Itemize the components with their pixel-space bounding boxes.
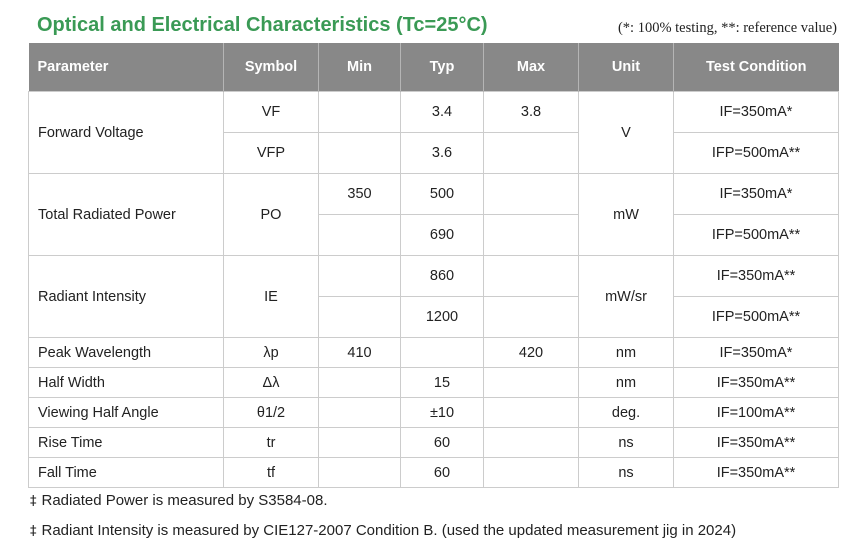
condition-cell: IF=100mA** xyxy=(674,398,839,428)
page-title: Optical and Electrical Characteristics (Tc=25°C) xyxy=(37,14,488,36)
header-min: Min xyxy=(319,43,401,92)
footnote-text: Radiated Power is measured by S3584-08. xyxy=(41,492,328,509)
double-dagger-icon: ‡ xyxy=(30,494,37,509)
condition-cell: IF=350mA** xyxy=(674,428,839,458)
header-row xyxy=(29,43,839,92)
typ-cell: 690 xyxy=(401,215,484,256)
min-cell xyxy=(319,368,401,398)
max-cell: 420 xyxy=(484,338,579,368)
symbol-cell: θ1/2 xyxy=(224,398,319,428)
unit-cell: V xyxy=(579,92,674,174)
typ-cell xyxy=(401,338,484,368)
symbol-cell: tf xyxy=(224,458,319,488)
typ-cell: 1200 xyxy=(401,297,484,338)
typ-cell: 860 xyxy=(401,256,484,297)
min-cell xyxy=(319,398,401,428)
max-cell xyxy=(484,133,579,174)
min-cell xyxy=(319,297,401,338)
min-cell xyxy=(319,92,401,133)
header-parameter: Parameter xyxy=(29,43,224,92)
typ-cell: 60 xyxy=(401,428,484,458)
table-row xyxy=(29,458,839,488)
param-cell: Forward Voltage xyxy=(29,92,224,174)
unit-cell: mW/sr xyxy=(579,256,674,338)
max-cell xyxy=(484,297,579,338)
header-typ: Typ xyxy=(401,43,484,92)
typ-cell: 60 xyxy=(401,458,484,488)
table-row xyxy=(29,92,839,133)
param-cell: Rise Time xyxy=(29,428,224,458)
condition-cell: IFP=500mA** xyxy=(674,215,839,256)
table-row xyxy=(29,368,839,398)
condition-cell: IF=350mA** xyxy=(674,256,839,297)
footnote xyxy=(30,492,328,509)
symbol-cell: Δλ xyxy=(224,368,319,398)
typ-cell: ±10 xyxy=(401,398,484,428)
max-cell xyxy=(484,458,579,488)
footnote-text: Radiant Intensity is measured by CIE127-2007 Condition B. (used the updated measurement jig in 2024) xyxy=(41,522,737,539)
header-test-condition: Test Condition xyxy=(674,43,839,92)
condition-cell: IFP=500mA** xyxy=(674,297,839,338)
table-row xyxy=(29,256,839,297)
param-cell: Peak Wavelength xyxy=(29,338,224,368)
max-cell xyxy=(484,215,579,256)
characteristics-table xyxy=(28,43,839,488)
param-cell: Half Width xyxy=(29,368,224,398)
max-cell xyxy=(484,368,579,398)
min-cell xyxy=(319,256,401,297)
symbol-cell: VF xyxy=(224,92,319,133)
typ-cell: 500 xyxy=(401,174,484,215)
condition-cell: IF=350mA** xyxy=(674,458,839,488)
unit-cell: deg. xyxy=(579,398,674,428)
table-row xyxy=(29,428,839,458)
condition-cell: IFP=500mA** xyxy=(674,133,839,174)
unit-cell: ns xyxy=(579,428,674,458)
param-cell: Fall Time xyxy=(29,458,224,488)
double-dagger-icon: ‡ xyxy=(30,524,37,539)
typ-cell: 3.4 xyxy=(401,92,484,133)
testing-note: (*: 100% testing, **: reference value) xyxy=(617,20,837,36)
max-cell xyxy=(484,256,579,297)
min-cell: 410 xyxy=(319,338,401,368)
unit-cell: mW xyxy=(579,174,674,256)
min-cell: 350 xyxy=(319,174,401,215)
header-symbol: Symbol xyxy=(224,43,319,92)
unit-cell: nm xyxy=(579,338,674,368)
condition-cell: IF=350mA* xyxy=(674,174,839,215)
unit-cell: nm xyxy=(579,368,674,398)
min-cell xyxy=(319,458,401,488)
header-unit: Unit xyxy=(579,43,674,92)
param-cell: Viewing Half Angle xyxy=(29,398,224,428)
footnote xyxy=(30,522,736,539)
condition-cell: IF=350mA** xyxy=(674,368,839,398)
table-row xyxy=(29,174,839,215)
condition-cell: IF=350mA* xyxy=(674,338,839,368)
typ-cell: 15 xyxy=(401,368,484,398)
unit-cell: ns xyxy=(579,458,674,488)
symbol-cell: PO xyxy=(224,174,319,256)
header-max: Max xyxy=(484,43,579,92)
min-cell xyxy=(319,215,401,256)
table-row xyxy=(29,338,839,368)
symbol-cell: VFP xyxy=(224,133,319,174)
table-row xyxy=(29,398,839,428)
min-cell xyxy=(319,133,401,174)
max-cell xyxy=(484,428,579,458)
symbol-cell: IE xyxy=(224,256,319,338)
typ-cell: 3.6 xyxy=(401,133,484,174)
param-cell: Radiant Intensity xyxy=(29,256,224,338)
condition-cell: IF=350mA* xyxy=(674,92,839,133)
symbol-cell: λp xyxy=(224,338,319,368)
min-cell xyxy=(319,428,401,458)
max-cell: 3.8 xyxy=(484,92,579,133)
symbol-cell: tr xyxy=(224,428,319,458)
param-cell: Total Radiated Power xyxy=(29,174,224,256)
max-cell xyxy=(484,174,579,215)
max-cell xyxy=(484,398,579,428)
